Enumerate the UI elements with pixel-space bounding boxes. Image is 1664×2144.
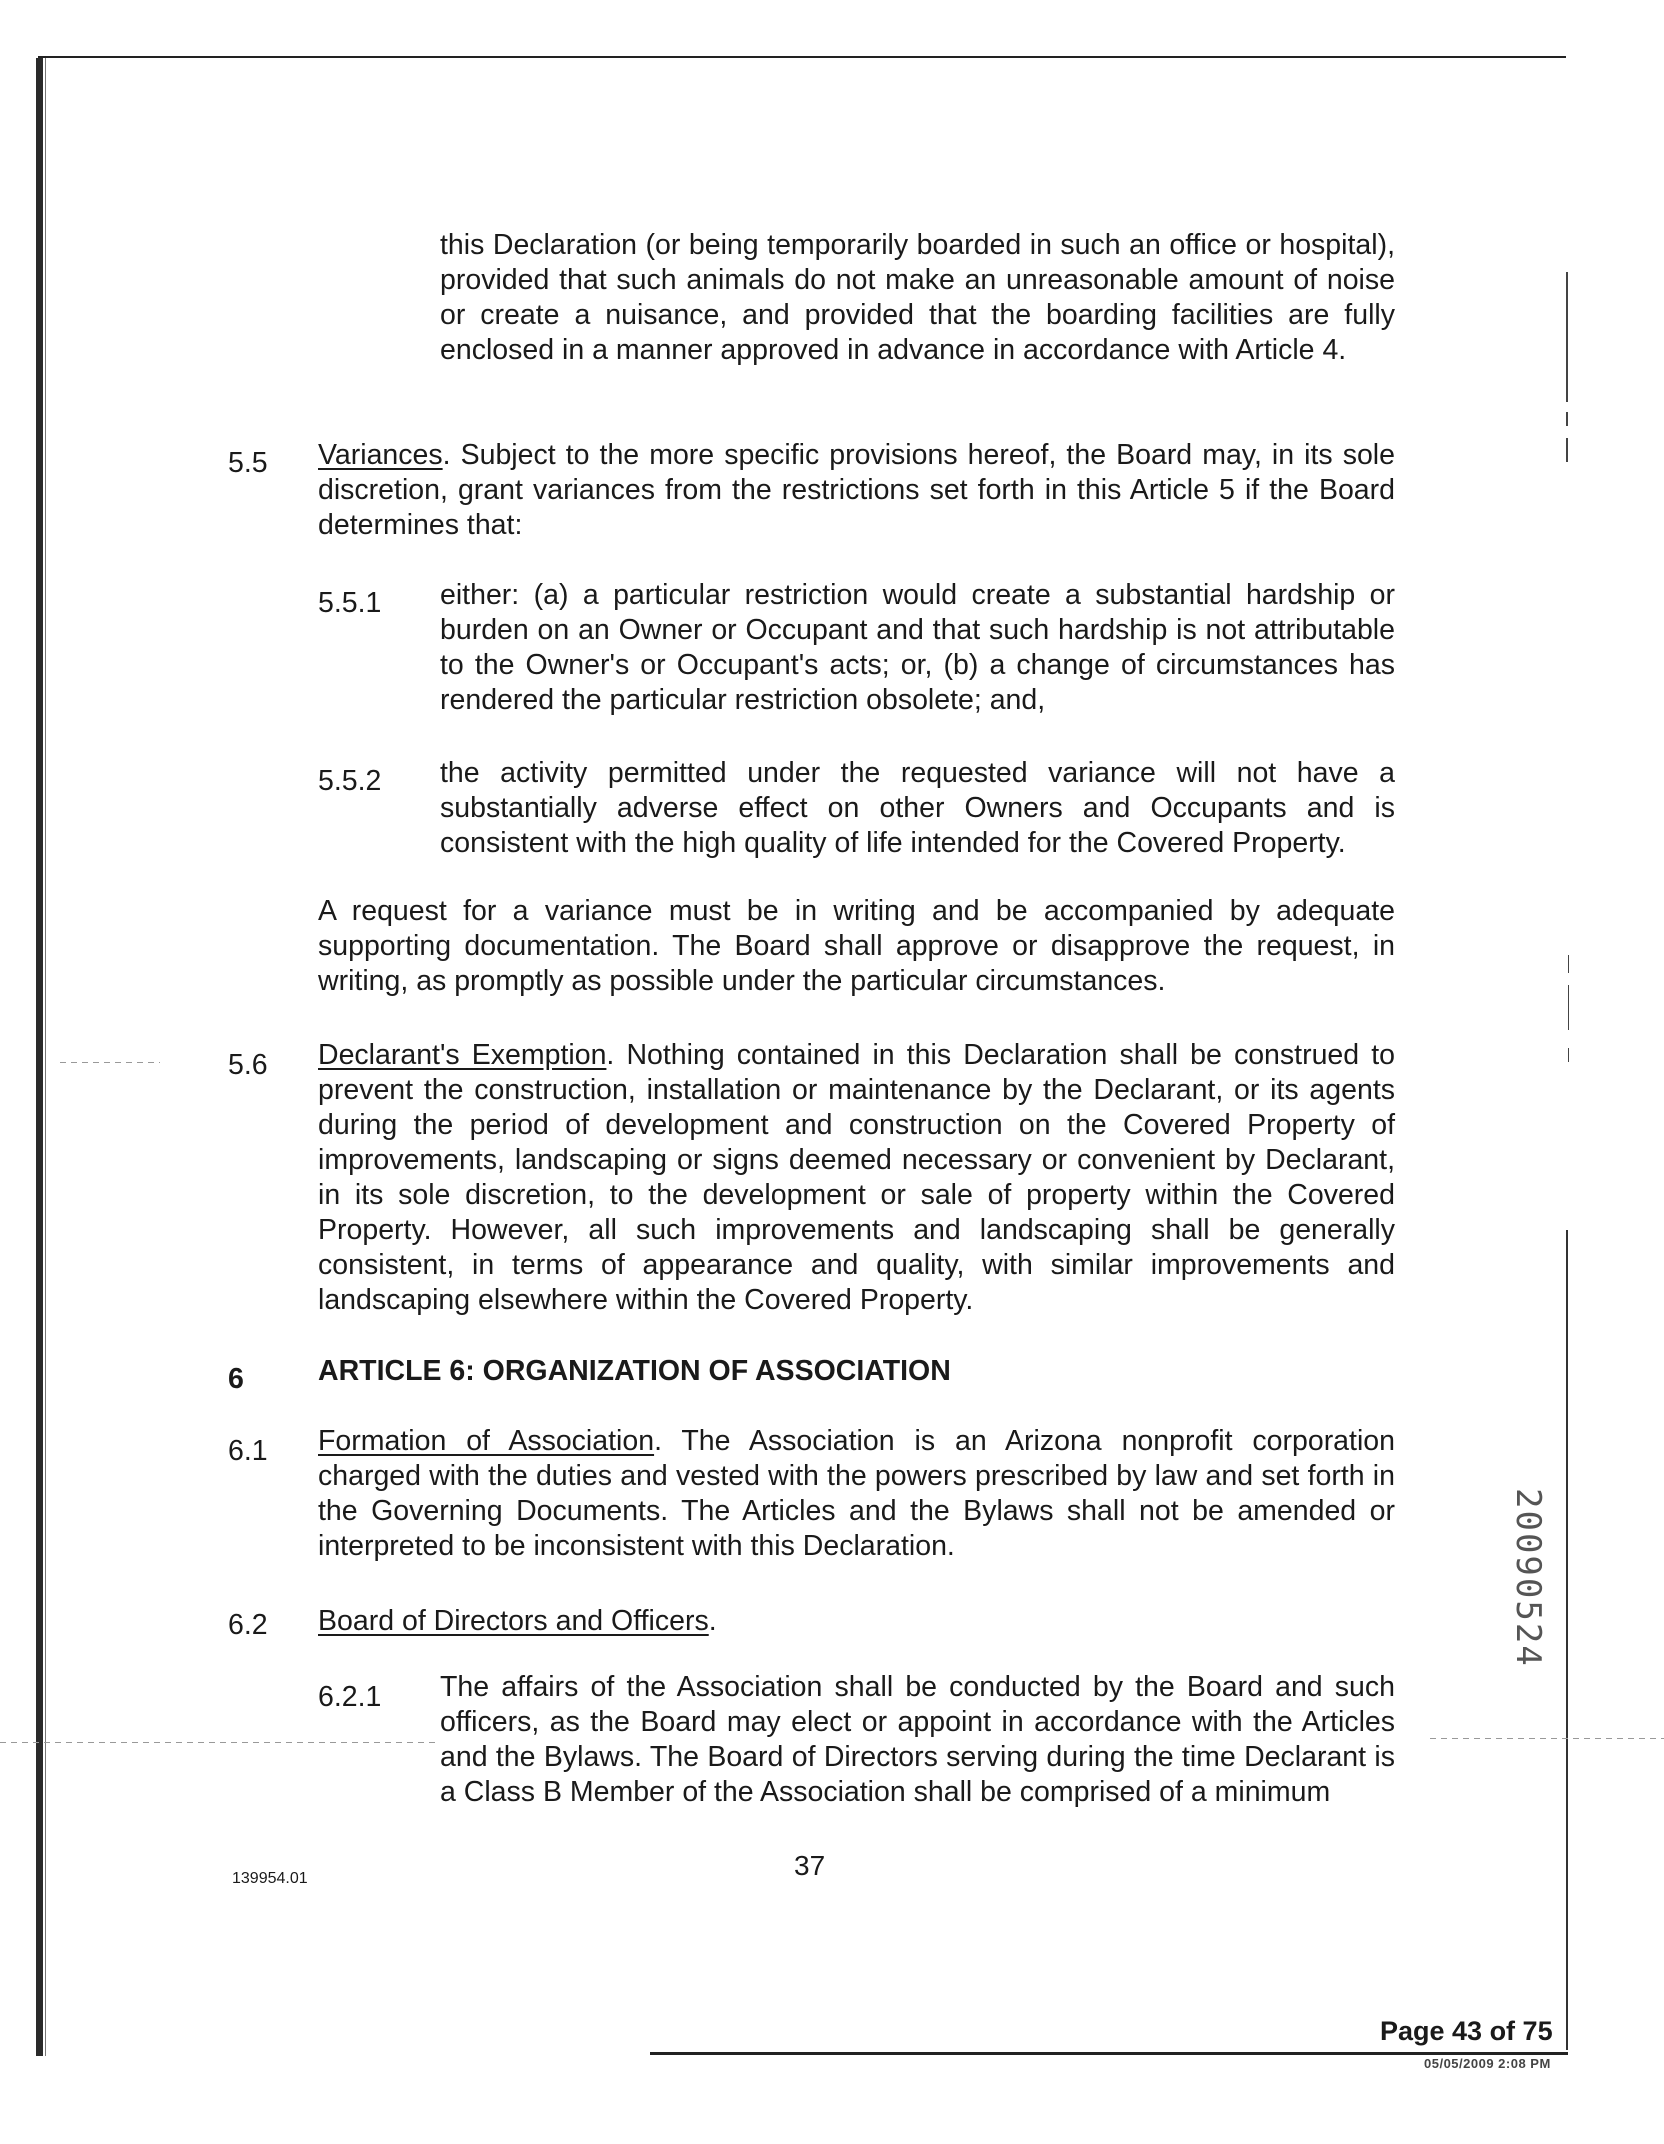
page-count: Page 43 of 75 <box>1380 2016 1553 2046</box>
scan-noise-line <box>0 1742 440 1743</box>
margin-mark <box>1568 955 1569 973</box>
section-5-5-paragraph <box>318 438 1395 543</box>
right-border-line <box>1566 1230 1568 2050</box>
subsection-number: 5.5.2 <box>318 765 382 797</box>
article-heading: ARTICLE 6: ORGANIZATION OF ASSOCIATION <box>318 1355 951 1387</box>
variance-request-paragraph: A request for a variance must be in writing and be accompanied by adequate supporting documentation. The Board shall approve or disapprove the request, in writing, as promptly as possible under the particular circumstances. <box>318 895 1395 997</box>
margin-mark <box>1568 1048 1569 1062</box>
left-border-bar <box>36 58 43 2056</box>
subsection-number: 5.5.1 <box>318 587 382 619</box>
print-timestamp: 05/05/2009 2:08 PM <box>1424 2056 1551 2071</box>
margin-mark <box>1566 272 1568 402</box>
recording-number-stamp: 20090524 <box>1508 1488 1548 1668</box>
scan-noise-line <box>60 1062 160 1063</box>
document-id: 139954.01 <box>232 1870 308 1887</box>
section-6-2-heading: Board of Directors and Officers. <box>318 1605 717 1637</box>
section-number: 6.1 <box>228 1435 268 1467</box>
section-title: Board of Directors and Officers <box>318 1605 709 1637</box>
section-title: Formation of Association <box>318 1425 655 1457</box>
section-text: . Subject to the more specific provisions hereof, the Board may, in its sole discretion, grant variances from the restrictions set forth in this Article 5 if the Board determines that: <box>318 439 1395 541</box>
section-6-1-paragraph <box>318 1424 1395 1564</box>
subsection-5-5-1-text: either: (a) a particular restriction would create a substantial hardship or burden on an Owner or Occupant and that such hardship is not attributable to the Owner's or Occupant's acts; or, (b) a change of circumstances has rendered the particular restriction obsolete; and, <box>440 579 1395 716</box>
section-text: . The Association is an Arizona nonprofit corporation charged with the duties and vested with the powers prescribed by law and set forth in the Governing Documents. The Articles and the Bylaws shall not be amended or interpreted to be inconsistent with this Declaration. <box>318 1425 1395 1562</box>
section-text: . Nothing contained in this Declaration shall be construed to prevent the construction, installation or maintenance by the Declarant, or its agents during the period of development and construction on the Covered Property of improvements, landscaping or signs deemed necessary or convenient by Declarant, in its sole discretion, to the development or sale of property within the Covered Property. However, all such improvements and landscaping shall be generally consistent, in terms of appearance and quality, with similar improvements and landscaping elsewhere within the Covered Property. <box>318 1039 1395 1316</box>
page-number: 37 <box>794 1850 826 1881</box>
continuation-paragraph: this Declaration (or being temporarily boarded in such an office or hospital), provided that such animals do not make an unreasonable amount of noise or create a nuisance, and provided that the boarding facilities are fully enclosed in a manner approved in advance in accordance with Article 4. <box>440 229 1395 366</box>
article-number: 6 <box>228 1363 244 1395</box>
subsection-number: 6.2.1 <box>318 1681 382 1713</box>
section-number: 5.6 <box>228 1049 268 1081</box>
section-5-6-paragraph <box>318 1038 1395 1318</box>
margin-mark <box>1568 985 1569 1030</box>
scan-noise-line <box>1430 1738 1664 1739</box>
margin-mark <box>1566 438 1568 462</box>
left-border-line <box>45 58 46 2056</box>
section-number: 5.5 <box>228 447 268 479</box>
section-title: Declarant's Exemption <box>318 1039 607 1071</box>
top-border-line <box>38 56 1566 58</box>
section-title: Variances <box>318 439 443 471</box>
subsection-5-5-2-text: the activity permitted under the requested variance will not have a substantially adverse effect on other Owners and Occupants and is consistent with the high quality of life intended for the Covered Property. <box>440 757 1395 859</box>
margin-mark <box>1566 412 1568 426</box>
bottom-border-line <box>650 2052 1568 2055</box>
subsection-6-2-1-text: The affairs of the Association shall be conducted by the Board and such officers, as the Board may elect or appoint in accordance with the Articles and the Bylaws. The Board of Directors serving during the time Declarant is a Class B Member of the Association shall be comprised of a minimum <box>440 1671 1395 1808</box>
section-number: 6.2 <box>228 1609 268 1641</box>
